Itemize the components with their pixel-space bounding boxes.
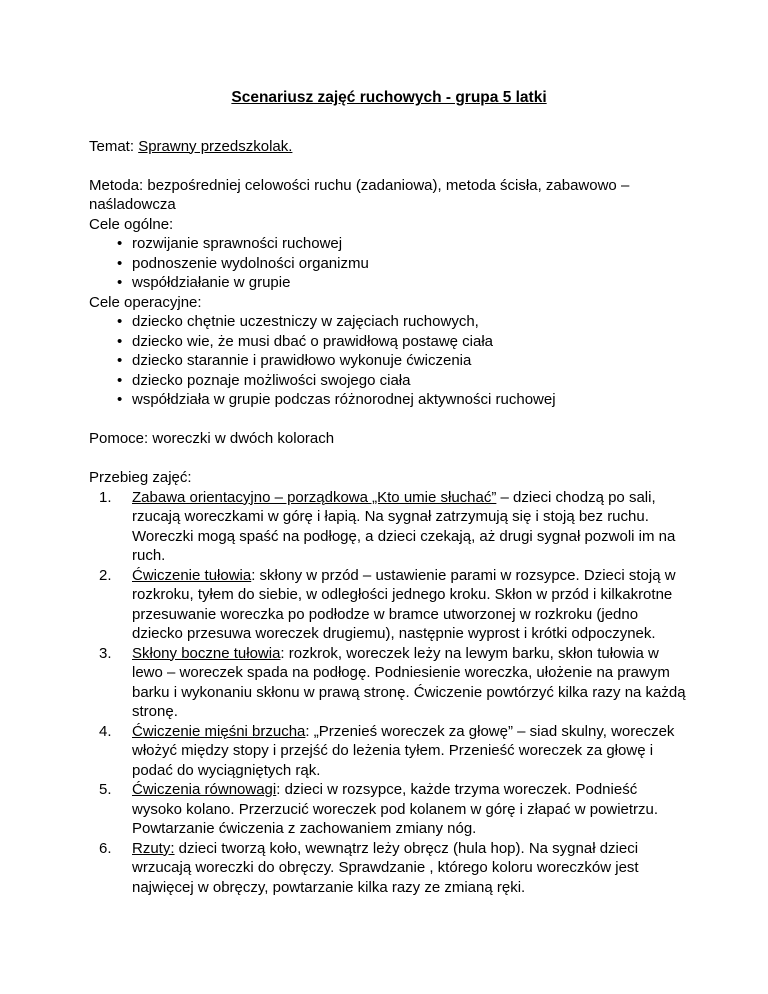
step-name: Zabawa orientacyjno – porządkowa „Kto umie słuchać” [132, 488, 497, 506]
step-number: 6. [99, 839, 112, 857]
list-item: • dziecko starannie i prawidłowo wykonuje ćwiczenia [117, 352, 472, 369]
general-goals-list [89, 234, 689, 293]
method-text: Metoda: bezpośredniej celowości ruchu (zadaniowa), metoda ścisła, zabawowo – naśladowcza [89, 176, 630, 213]
step-item [99, 839, 689, 898]
step-text: : dzieci w rozsypce, każde trzyma woreczek. Podnieść wysoko kolano. Przerzucić woreczek pod kolanem w górę i złapać w powietrzu. Powtarzanie ćwiczenia z zachowaniem zmiany nóg. [132, 781, 659, 837]
aids-text: Pomoce: woreczki w dwóch kolorach [89, 430, 335, 447]
topic-label: Temat: [89, 137, 139, 155]
bullet-icon: • [117, 371, 123, 389]
course-heading: Przebieg zajęć: [89, 469, 192, 486]
document-page [89, 88, 689, 897]
topic-value: Sprawny przedszkolak. [138, 137, 293, 155]
bullet-icon: • [117, 274, 123, 291]
general-goals-heading: Cele ogólne: [89, 215, 174, 233]
bullet-icon: • [117, 254, 123, 272]
operational-goals-list [89, 312, 689, 410]
step-item [99, 566, 689, 644]
step-item [99, 644, 689, 722]
topic-line [89, 137, 689, 157]
list-item: • podnoszenie wydolności organizmu [117, 254, 369, 272]
step-number: 2. [99, 566, 112, 584]
step-number: 3. [99, 644, 112, 662]
bullet-icon: • [117, 313, 123, 330]
bullet-icon: • [117, 391, 123, 408]
list-item: • dziecko chętnie uczestniczy w zajęciach ruchowych, [117, 313, 479, 330]
step-name: Rzuty: [132, 839, 175, 857]
list-item: • dziecko wie, że musi dbać o prawidłową postawę ciała [117, 332, 494, 350]
step-name: Ćwiczenia równowagi [132, 781, 277, 798]
step-number: 4. [99, 722, 112, 740]
bullet-icon: • [117, 332, 123, 350]
step-item [99, 780, 689, 839]
document-title: Scenariusz zajęć ruchowych - grupa 5 latki [231, 89, 547, 106]
step-text: : „Przenieś woreczek za głowę” – siad skulny, woreczek włożyć między stopy i przejść do leżenia tyłem. Przenieść woreczek za głowę i podać do wyciągniętych rąk. [132, 722, 675, 779]
bullet-icon: • [117, 352, 123, 369]
operational-goals-heading: Cele operacyjne: [89, 293, 202, 311]
list-item: • rozwijanie sprawności ruchowej [117, 235, 343, 252]
step-text: dzieci tworzą koło, wewnątrz leży obręcz (hula hop). Na sygnał dzieci wrzucają woreczki do obręczy. Sprawdzanie , którego koloru woreczków jest najwięcej w obręczy, powtarzanie kilka razy ze zmianą ręki. [132, 839, 639, 896]
list-item: • współdziałanie w grupie [117, 274, 291, 291]
step-item [99, 722, 689, 781]
step-name: Skłony boczne tułowia [132, 644, 281, 662]
bullet-icon: • [117, 235, 123, 252]
step-number: 1. [99, 488, 112, 506]
step-number: 5. [99, 781, 112, 798]
step-text: – dzieci chodzą po sali, rzucają woreczkami w górę i łapią. Na sygnał zatrzymują się i stoją bez ruchu. Woreczki mogą spaść na podłogę, a dzieci czekają, aż drugi sygnał pozwoli im na ruch. [132, 488, 676, 564]
step-text: : rozkrok, woreczek leży na lewym barku, skłon tułowia w lewo – woreczek spada na podłogę. Podniesienie woreczka, ułożenie na prawym barku i wykonaniu skłonu w prawą stronę. Ćwiczenie powtórzyć kilka razy na każdą stronę. [132, 644, 686, 720]
step-item [99, 488, 689, 566]
step-text: : skłony w przód – ustawienie parami w rozsypce. Dzieci stoją w rozkroku, tyłem do siebie, w odległości jednego kroku. Skłon w przód i kilkakrotne przesuwanie woreczka po podłodze w bramce utworzonej w rozkroku (jedno dziecko przesuwa woreczek drugiemu), następnie wyprost i krótki odpoczynek. [132, 566, 676, 642]
list-item: • współdziała w grupie podczas różnorodnej aktywności ruchowej [117, 391, 556, 408]
course-steps-list [89, 488, 689, 898]
list-item: • dziecko poznaje możliwości swojego ciała [117, 371, 411, 389]
step-name: Ćwiczenie mięśni brzucha [132, 722, 306, 740]
step-name: Ćwiczenie tułowia [132, 566, 252, 584]
